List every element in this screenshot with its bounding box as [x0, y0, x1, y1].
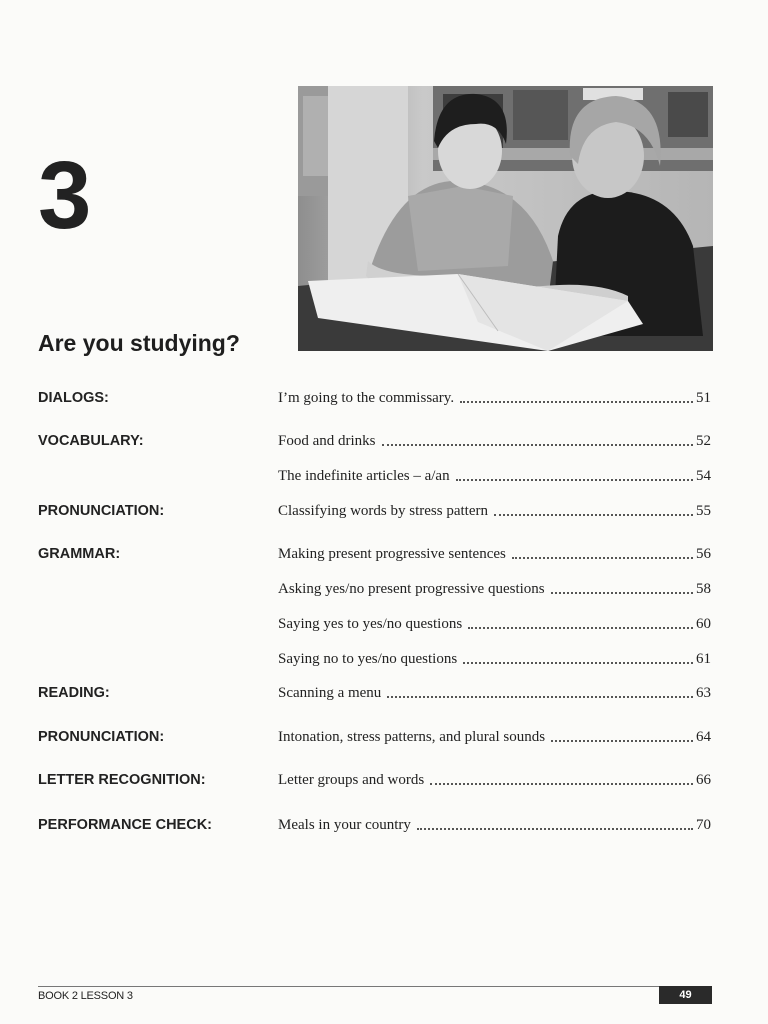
toc-page-number: 56: [696, 546, 711, 562]
toc-page-number: 61: [696, 651, 711, 667]
toc-row: [38, 817, 713, 839]
toc-row: [38, 651, 713, 673]
leader-dots: [382, 444, 694, 446]
toc-category: GRAMMAR:: [38, 546, 121, 562]
toc-category: PRONUNCIATION:: [38, 503, 165, 519]
toc-category: LETTER RECOGNITION:: [38, 772, 206, 788]
leader-dots: [512, 557, 693, 559]
leader-dots: [460, 401, 693, 403]
toc-entry-text: Letter groups and words: [278, 772, 425, 788]
lesson-title: Are you studying?: [38, 330, 240, 356]
toc-page-number: 60: [696, 616, 711, 632]
toc-entry-text: Scanning a menu: [278, 685, 382, 701]
leader-dots: [387, 696, 693, 698]
footer-divider: [38, 986, 712, 987]
toc-entry-text: Asking yes/no present progressive questions: [278, 581, 545, 597]
toc-row: [38, 729, 713, 751]
toc-page-number: 55: [696, 503, 711, 519]
toc-page-number: 51: [696, 390, 711, 406]
toc-page-number: 66: [696, 772, 711, 788]
toc-entry-text: Classifying words by stress pattern: [278, 503, 488, 519]
footer-book-lesson: BOOK 2 LESSON 3: [38, 990, 133, 1002]
leader-dots: [463, 662, 693, 664]
toc-page-number: 70: [696, 817, 711, 833]
toc-entry-text: I’m going to the commissary.: [278, 390, 455, 406]
leader-dots: [430, 783, 693, 785]
toc-page-number: 52: [696, 433, 711, 449]
leader-dots: [551, 592, 693, 594]
toc-entry-text: Saying no to yes/no questions: [278, 651, 458, 667]
leader-dots: [551, 740, 693, 742]
toc-page-number: 63: [696, 685, 711, 701]
toc-row: [38, 772, 713, 794]
footer-page-number: 49: [659, 986, 712, 1004]
toc-row: [38, 468, 713, 490]
toc-entry-text: Saying yes to yes/no questions: [278, 616, 463, 632]
toc-row: [38, 433, 713, 455]
toc-entry-text: Intonation, stress patterns, and plural sounds: [278, 729, 546, 745]
toc-page-number: 58: [696, 581, 711, 597]
toc-entry-text: Food and drinks: [278, 433, 376, 449]
toc-category: VOCABULARY:: [38, 433, 144, 449]
leader-dots: [468, 627, 693, 629]
leader-dots: [494, 514, 693, 516]
toc-row: [38, 546, 713, 568]
toc-entry-text: The indefinite articles – a/an: [278, 468, 450, 484]
lesson-number: 3: [38, 142, 90, 249]
toc-row: [38, 616, 713, 638]
toc-row: [38, 390, 713, 412]
photo-two-women-reading: [298, 86, 713, 351]
toc-page-number: 64: [696, 729, 711, 745]
leader-dots: [417, 828, 693, 830]
leader-dots: [456, 479, 693, 481]
toc-row: [38, 581, 713, 603]
lesson-photo: [298, 86, 713, 351]
toc-page-number: 54: [696, 468, 711, 484]
toc-category: PERFORMANCE CHECK:: [38, 817, 212, 833]
toc-category: DIALOGS:: [38, 390, 109, 406]
toc-category: READING:: [38, 685, 110, 701]
toc-category: PRONUNCIATION:: [38, 729, 165, 745]
toc-row: [38, 503, 713, 525]
toc-entry-text: Making present progressive sentences: [278, 546, 506, 562]
toc-row: [38, 685, 713, 707]
toc-entry-text: Meals in your country: [278, 817, 411, 833]
